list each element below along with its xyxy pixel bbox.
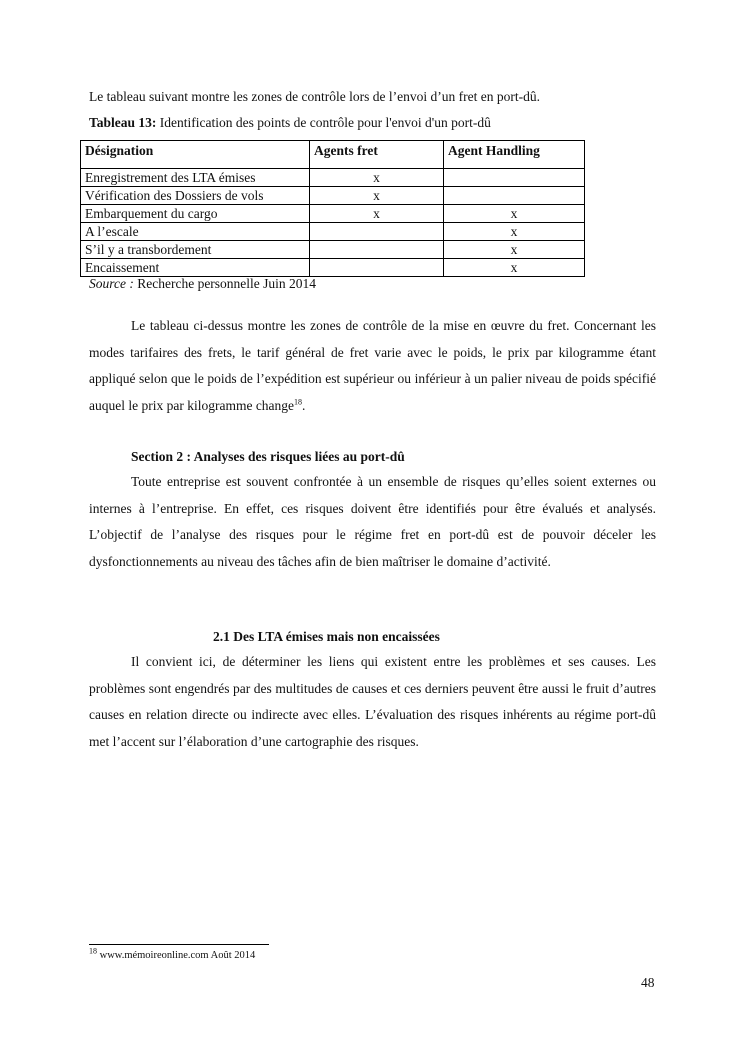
table-caption <box>89 115 491 131</box>
table-row <box>81 169 585 187</box>
header-designation: Désignation <box>81 141 310 169</box>
caption-label: Tableau 13: <box>89 115 157 130</box>
row-agents-fret: x <box>310 187 444 205</box>
row-agent-handling: x <box>444 223 585 241</box>
control-points-table <box>80 140 585 277</box>
footnote-divider <box>89 944 269 945</box>
table-row <box>81 241 585 259</box>
section2-text: Toute entreprise est souvent confrontée à un ensemble de risques qu’elles soient externes ou internes à l’entreprise. En effet, ces risques doivent être identifiés pour être évalués et analysés. L’objectif de l’analyse des risques pour le régime fret en port-dû est de pouvoir déceler les dysfonctionnements au niveau des tâches afin de bien maîtriser le domaine d’activité. <box>89 474 656 569</box>
table-row <box>81 223 585 241</box>
footnote <box>89 946 256 961</box>
row-agent-handling <box>444 169 585 187</box>
table-source <box>89 276 316 292</box>
table-row <box>81 205 585 223</box>
row-designation: Encaissement <box>81 259 310 277</box>
footnote-ref: 18 <box>294 397 303 406</box>
row-designation: Embarquement du cargo <box>81 205 310 223</box>
section-2-paragraph <box>89 469 656 575</box>
footnote-number: 18 <box>89 946 97 956</box>
row-agents-fret: x <box>310 169 444 187</box>
header-agents-fret: Agents fret <box>310 141 444 169</box>
row-agents-fret <box>310 241 444 259</box>
row-agents-fret: x <box>310 205 444 223</box>
row-designation: Enregistrement des LTA émises <box>81 169 310 187</box>
caption-text: Identification des points de contrôle pour l'envoi d'un port-dû <box>156 115 491 130</box>
paragraph1-end: . <box>302 397 306 413</box>
paragraph1-text: Le tableau ci-dessus montre les zones de contrôle de la mise en œuvre du fret. Concernant les modes tarifaires des frets, le tarif général de fret varie avec le poids, le prix par kilogramme étant appliqué selon que le poids de l’expédition est supérieur ou inférieur à un palier niveau de poids spécifié auquel le prix par kilogramme change <box>89 318 656 413</box>
row-designation: S’il y a transbordement <box>81 241 310 259</box>
section-2-heading: Section 2 : Analyses des risques liées au port-dû <box>131 449 405 464</box>
row-agent-handling: x <box>444 259 585 277</box>
paragraph-tableau <box>89 313 656 419</box>
section-2-1-heading: 2.1 Des LTA émises mais non encaissées <box>213 629 440 644</box>
row-designation: Vérification des Dossiers de vols <box>81 187 310 205</box>
row-agents-fret <box>310 259 444 277</box>
page-number: 48 <box>641 975 655 990</box>
row-designation: A l’escale <box>81 223 310 241</box>
source-text: Recherche personnelle Juin 2014 <box>133 276 317 291</box>
row-agent-handling: x <box>444 205 585 223</box>
header-agent-handling: Agent Handling <box>444 141 585 169</box>
footnote-text: www.mémoireonline.com Août 2014 <box>97 950 256 961</box>
section21-text: Il convient ici, de déterminer les liens qui existent entre les problèmes et ses causes. Les problèmes sont engendrés par des multitudes de causes et ces derniers peuvent être aussi le fruit d’autres causes en relation directe ou indirecte avec elles. L’évaluation des risques inhérents au régime port-dû met l’accent sur l’élaboration d’une cartographie des risques. <box>89 654 656 749</box>
source-label: Source : <box>89 276 134 291</box>
row-agent-handling <box>444 187 585 205</box>
table-header-row <box>81 141 585 169</box>
section-2-1-paragraph <box>89 649 656 755</box>
row-agent-handling: x <box>444 241 585 259</box>
table-row <box>81 187 585 205</box>
intro-text: Le tableau suivant montre les zones de contrôle lors de l’envoi d’un fret en port-dû. <box>89 89 540 104</box>
table-row <box>81 259 585 277</box>
row-agents-fret <box>310 223 444 241</box>
